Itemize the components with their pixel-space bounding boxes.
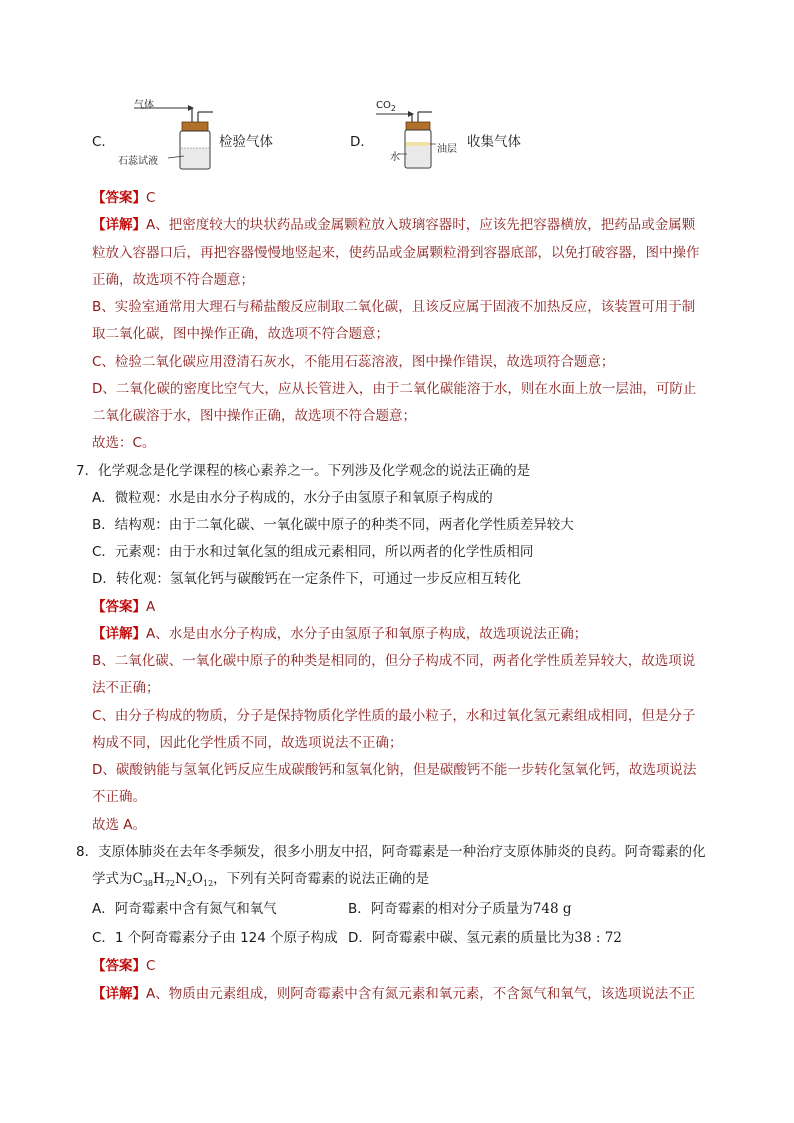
q8-stem-line-2 (92, 870, 429, 893)
q6-detail-line-5: 取二氧化碳，图中操作正确，故选项不符合题意； (92, 326, 389, 342)
formula-h-sub: 72 (164, 879, 175, 888)
detail-text: A、物质由元素组成，则阿奇霉素中含有氮元素和氧元素，不含氮气和氧气，该选项说法不正 (146, 986, 696, 1002)
chemical-formula (133, 871, 214, 887)
detail-text: A、水是由水分子构成，水分子由氢原子和氧原子构成，故选项说法正确； (146, 626, 588, 642)
answer-value: A (146, 599, 156, 615)
q8-option-d (348, 929, 622, 947)
q6-answer (92, 189, 155, 207)
gas-label: 气体 (134, 100, 154, 111)
answer-tag: 【答案】 (92, 599, 146, 615)
formula-c: C (132, 871, 143, 887)
q6-detail-line-7: D、二氧化碳的密度比空气大，应从长管进入，由于二氧化碳能溶于水，则在水面上放一层油，可防止 (92, 381, 697, 397)
q7-detail-line-7: 不正确。 (92, 789, 146, 805)
q6-detail-line-8: 二氧化碳溶于水，图中操作正确，故选项不符合题意； (92, 408, 416, 424)
q7-detail-line-1 (92, 625, 587, 643)
co2-label-text: CO (376, 100, 391, 111)
option-d-value: 38 : 72 (574, 930, 622, 946)
detail-tag: 【详解】 (92, 986, 146, 1002)
water-label: 水 (390, 152, 400, 163)
q8-detail-line-1 (92, 985, 695, 1003)
q7-detail-line-4: C、由分子构成的物质，分子是保持物质化学性质的最小粒子，水和过氧化氢元素组成相同，但是分子 (92, 708, 696, 724)
q7-detail-line-5: 构成不同，因此化学性质不同，故选项说法不正确； (92, 735, 403, 751)
formula-n: N (175, 871, 187, 887)
q6-detail-line-4: B、实验室通常用大理石与稀盐酸反应制取二氧化碳，且该反应属于固液不加热反应，该装置可用于制 (92, 299, 696, 315)
formula-o: O (191, 871, 203, 887)
co2-subscript: 2 (390, 104, 396, 113)
q8-answer (92, 957, 155, 975)
q7-conclusion: 故选 A。 (92, 817, 147, 833)
formula-c-sub: 38 (142, 879, 154, 888)
q7-stem: 7．化学观念是化学课程的核心素养之一。下列涉及化学观念的说法正确的是 (76, 463, 531, 479)
formula-o-sub: 12 (202, 879, 214, 888)
oil-layer-label: 油层 (437, 144, 457, 155)
option-d-letter: D． (350, 134, 374, 150)
answer-value: C (146, 190, 156, 206)
q7-option-b: B．结构观：由于二氧化碳、一氧化碳中原子的种类不同，两者化学性质差异较大 (92, 517, 574, 533)
q8-stem-line-1: 8．支原体肺炎在去年冬季频发，很多小朋友中招，阿奇霉素是一种治疗支原体肺炎的良药。阿奇霉素的化 (76, 844, 706, 860)
q6-detail-line-1 (92, 216, 695, 234)
figure-d-caption: 收集气体 (467, 134, 521, 150)
q7-option-a: A．微粒观：水是由水分子构成的，水分子由氢原子和氧原子构成的 (92, 490, 493, 506)
q6-detail-line-6: C、检验二氧化碳应用澄清石灰水，不能用石蕊溶液，图中操作错误，故选项符合题意； (92, 354, 615, 370)
formula-n-sub: 2 (186, 879, 192, 888)
q6-detail-line-2: 粒放入容器口后，再把容器慢慢地竖起来，使药品或金属颗粒滑到容器底部，以免打破容器，图中操作 (92, 245, 700, 261)
option-b-value: 748 g (532, 901, 572, 917)
q7-detail-line-6: D、碳酸钠能与氢氧化钙反应生成碳酸钙和氢氧化钠，但是碳酸钙不能一步转化氢氧化钙，故选项说法 (92, 762, 697, 778)
option-d-text: D．阿奇霉素中碳、氢元素的质量比为 (348, 930, 575, 946)
formula-h: H (153, 871, 165, 887)
q7-option-c: C．元素观：由于水和过氧化氢的组成元素相同，所以两者的化学性质相同 (92, 544, 534, 560)
detail-tag: 【详解】 (92, 217, 146, 233)
q7-option-d: D．转化观：氢氧化钙与碳酸钙在一定条件下，可通过一步反应相互转化 (92, 571, 521, 587)
co2-label (376, 100, 396, 113)
q6-conclusion: 故选：C。 (92, 435, 156, 451)
figure-c-caption: 检验气体 (219, 134, 273, 150)
q8-option-b (348, 900, 571, 918)
litmus-solution-label: 石蕊试液 (118, 156, 158, 167)
answer-tag: 【答案】 (92, 958, 146, 974)
answer-value: C (146, 958, 156, 974)
q7-detail-line-3: 法不正确； (92, 680, 160, 696)
detail-tag: 【详解】 (92, 626, 146, 642)
q6-detail-line-3: 正确，故选项不符合题意； (92, 272, 254, 288)
q8-option-a: A．阿奇霉素中含有氮气和氧气 (92, 901, 277, 917)
stem-suffix: ，下列有关阿奇霉素的说法正确的是 (213, 871, 430, 887)
stem-prefix: 学式为 (92, 871, 133, 887)
q8-option-c: C．1 个阿奇霉素分子由 124 个原子构成 (92, 930, 338, 946)
detail-text: A、把密度较大的块状药品或金属颗粒放入玻璃容器时，应该先把容器横放，把药品或金属颗 (146, 217, 696, 233)
q7-detail-line-2: B、二氧化碳、一氧化碳中原子的种类是相同的，但分子构成不同，两者化学性质差异较大，故选项说 (92, 653, 696, 669)
answer-tag: 【答案】 (92, 190, 146, 206)
option-b-text: B．阿奇霉素的相对分子质量为 (348, 901, 533, 917)
q7-answer (92, 598, 155, 616)
option-c-letter: C． (92, 134, 115, 150)
